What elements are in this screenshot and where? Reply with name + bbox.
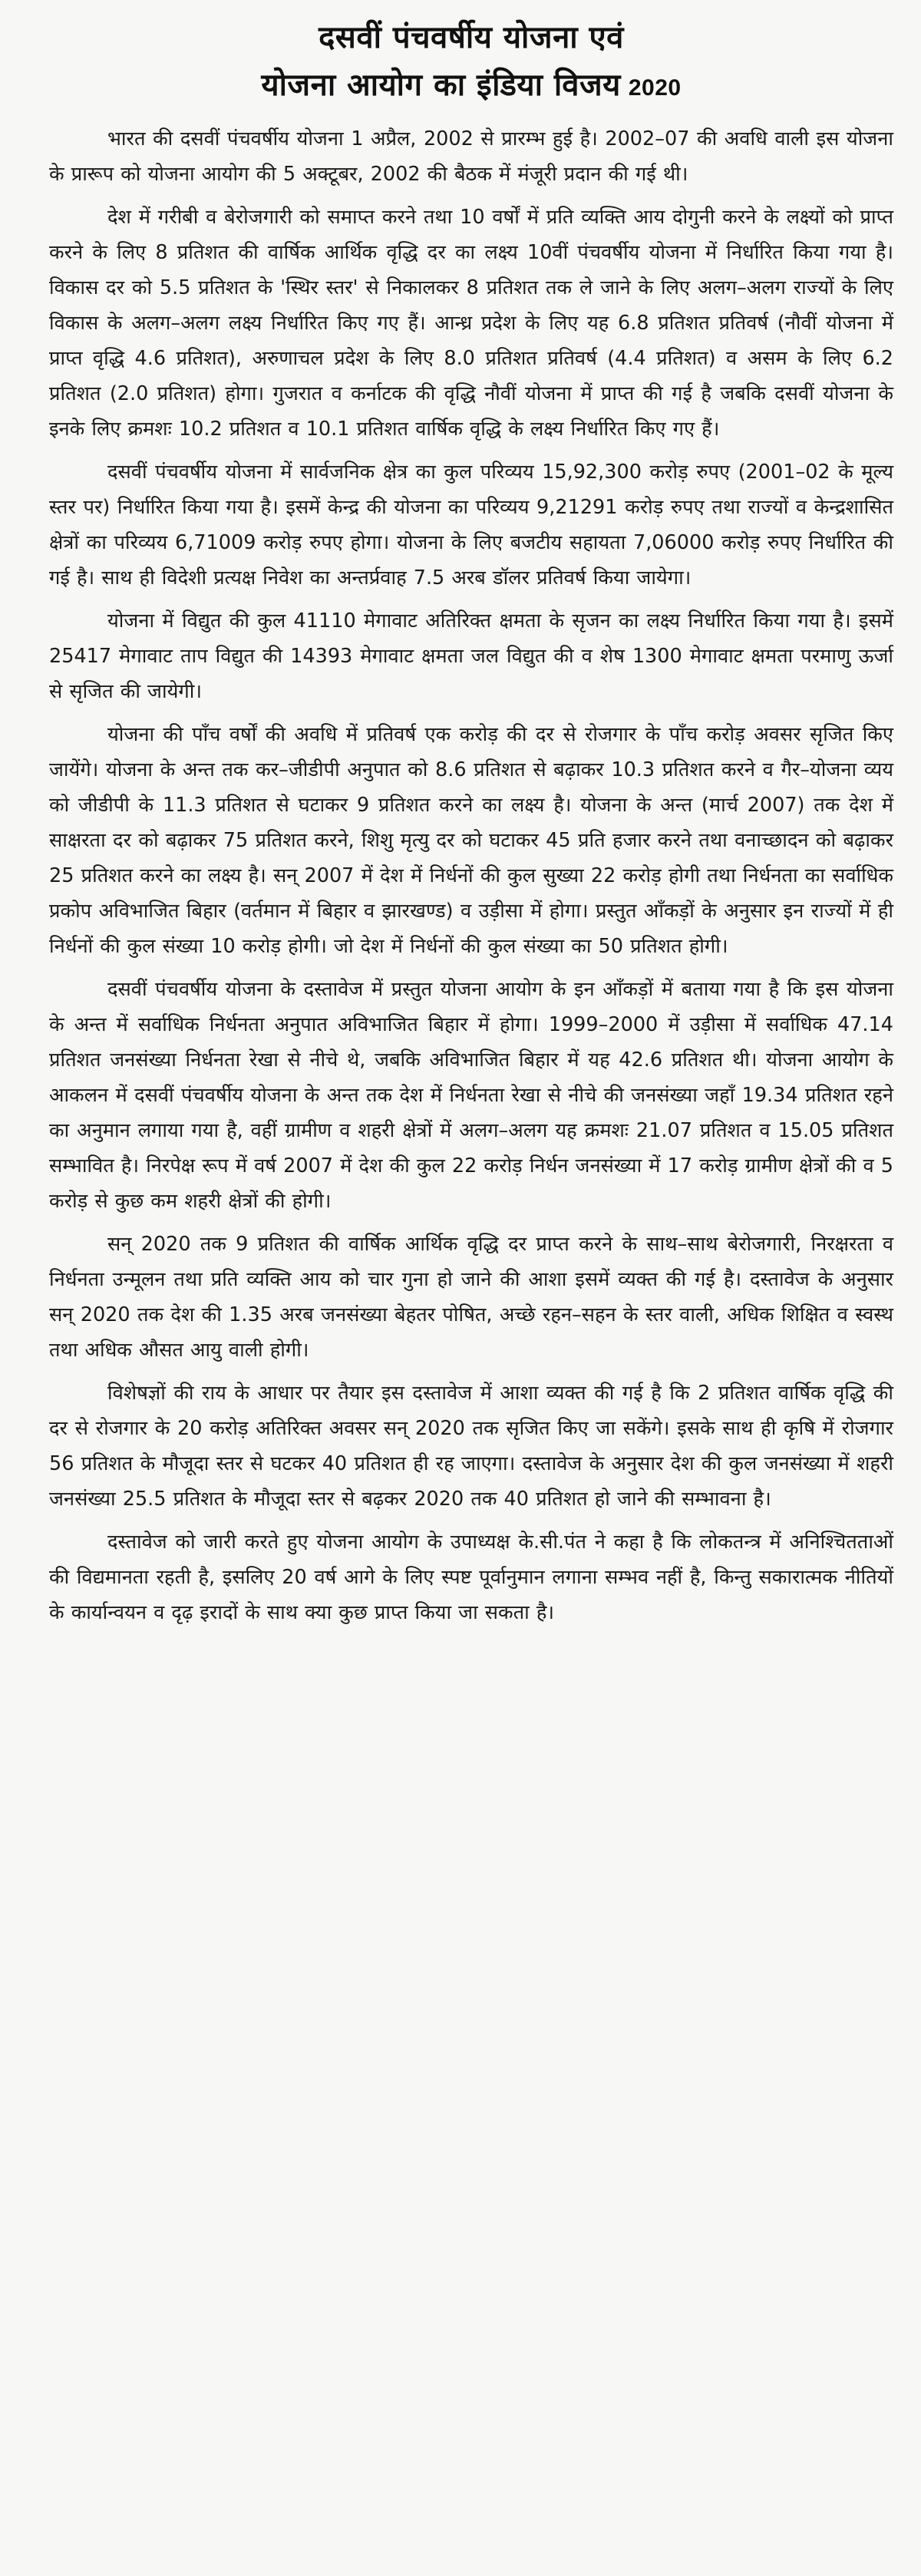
paragraph-vision-2020: सन् 2020 तक 9 प्रतिशत की वार्षिक आर्थिक वृद्धि दर प्राप्त करने के साथ–साथ बेरोजगारी, निरक्षरता व निर्धनता उन्मूलन तथा प्रति व्यक्ति आय को चार गुना हो जाने की आशा इसमें व्यक्त की गई है। दस्तावेज के अनुसार सन् 2020 तक देश की 1.35 अरब जनसंख्या बेहतर पोषित, अच्छे रहन–सहन के स्तर वाली, अधिक शिक्षित व स्वस्थ तथा अधिक औसत आयु वाली होगी। (49, 1233, 893, 1362)
title-line-2-text: योजना आयोग का इंडिया विजय (261, 68, 621, 103)
paragraph-plan-start: भारत की दसवीं पंचवर्षीय योजना 1 अप्रैल, 2002 से प्रारम्भ हुई है। 2002–07 की अवधि वाली इस योजना के प्रारूप को योजना आयोग की 5 अक्टूबर, 2002 की बैठक में मंजूरी प्रदान की गई थी। (49, 127, 893, 186)
title-line-2 (49, 61, 893, 112)
paragraph-poverty-estimates: दसवीं पंचवर्षीय योजना के दस्तावेज में प्रस्तुत योजना आयोग के इन आँकड़ों में बताया गया है कि इस योजना के अन्त में सर्वाधिक निर्धनता अनुपात अविभाजित बिहार में होगा। 1999–2000 में उड़ीसा में सर्वाधिक 47.14 प्रतिशत जनसंख्या निर्धनता रेखा से नीचे थे, जबकि अविभाजित बिहार में यह 42.6 प्रतिशत थी। योजना आयोग के आकलन में दसवीं पंचवर्षीय योजना के अन्त तक देश में निर्धनता रेखा से नीचे की जनसंख्या जहाँ 19.34 प्रतिशत रहने का अनुमान लगाया गया है, वहीं ग्रामीण व शहरी क्षेत्रों में अलग–अलग यह क्रमशः 21.07 प्रतिशत व 15.05 प्रतिशत सम्भावित है। निरपेक्ष रूप में वर्ष 2007 में देश की कुल 22 करोड़ निर्धन जनसंख्या में 17 करोड़ ग्रामीण क्षेत्रों की व 5 करोड़ से कुछ कम शहरी क्षेत्रों की होगी। (49, 978, 893, 1213)
paragraph-expert-opinion: विशेषज्ञों की राय के आधार पर तैयार इस दस्तावेज में आशा व्यक्त की गई है कि 2 प्रतिशत वार्षिक वृद्धि की दर से रोजगार के 20 करोड़ अतिरिक्त अवसर सन् 2020 तक सृजित किए जा सकेंगे। इसके साथ ही कृषि में रोजगार 56 प्रतिशत के मौजूदा स्तर से घटकर 40 प्रतिशत ही रह जाएगा। दस्तावेज के अनुसार देश की कुल जनसंख्या में शहरी जनसंख्या 25.5 प्रतिशत के मौजूदा स्तर से बढ़कर 2020 तक 40 प्रतिशत हो जाने की सम्भावना है। (49, 1382, 893, 1511)
title-year: 2020 (628, 75, 682, 101)
title-line-1: दसवीं पंचवर्षीय योजना एवं (319, 20, 624, 55)
paragraph-growth-targets: देश में गरीबी व बेरोजगारी को समाप्त करने तथा 10 वर्षों में प्रति व्यक्ति आय दोगुनी करने के लक्ष्यों को प्राप्त करने के लिए 8 प्रतिशत की वार्षिक आर्थिक वृद्धि दर का लक्ष्य 10वीं पंचवर्षीय योजना में निर्धारित किया गया है। विकास दर को 5.5 प्रतिशत के 'स्थिर स्तर' से निकालकर 8 प्रतिशत तक ले जाने के लिए अलग–अलग राज्यों के लिए विकास के अलग–अलग लक्ष्य निर्धारित किए गए हैं। आन्ध्र प्रदेश के लिए यह 6.8 प्रतिशत प्रतिवर्ष (नौवीं योजना में प्राप्त वृद्धि 4.6 प्रतिशत), अरुणाचल प्रदेश के लिए 8.0 प्रतिशत प्रतिवर्ष (4.4 प्रतिशत) व असम के लिए 6.2 प्रतिशत (2.0 प्रतिशत) होगा। गुजरात व कर्नाटक की वृद्धि नौवीं योजना में प्राप्त की गई है जबकि दसवीं योजना के इनके लिए क्रमशः 10.2 प्रतिशत व 10.1 प्रतिशत वार्षिक वृद्धि के लक्ष्य निर्धारित किए गए हैं। (49, 206, 893, 441)
paragraph-kc-pant-statement: दस्तावेज को जारी करते हुए योजना आयोग के उपाध्यक्ष के.सी.पंत ने कहा है कि लोकतन्त्र में अनिश्चितताओं की विद्यमानता रहती है, इसलिए 20 वर्ष आगे के लिए स्पष्ट पूर्वानुमान लगाना सम्भव नहीं है, किन्तु सकारात्मक नीतियों के कार्यान्वयन व दृढ़ इरादों के साथ क्या कुछ प्राप्त किया जा सकता है। (49, 1531, 893, 1624)
paragraph-employment-targets: योजना की पाँच वर्षों की अवधि में प्रतिवर्ष एक करोड़ की दर से रोजगार के पाँच करोड़ अवसर सृजित किए जायेंगे। योजना के अन्त तक कर–जीडीपी अनुपात को 8.6 प्रतिशत से बढ़ाकर 10.3 प्रतिशत करने व गैर–योजना व्यय को जीडीपी के 11.3 प्रतिशत से घटाकर 9 प्रतिशत करने का लक्ष्य है। योजना के अन्त (मार्च 2007) तक देश में साक्षरता दर को बढ़ाकर 75 प्रतिशत करने, शिशु मृत्यु दर को घटाकर 45 प्रति हजार करने तथा वनाच्छादन को बढ़ाकर 25 प्रतिशत करने का लक्ष्य है। सन् 2007 में देश में निर्धनों की कुल सुख्या 22 करोड़ होगी तथा निर्धनता का सर्वाधिक प्रकोप अविभाजित बिहार (वर्तमान में बिहार व झारखण्ड) व उड़ीसा में होगा। प्रस्तुत आँकड़ों के अनुसार इन राज्यों में ही निर्धनों की कुल संख्या 10 करोड़ होगी। जो देश में निर्धनों की कुल संख्या का 50 प्रतिशत होगी। (49, 723, 893, 958)
article-title (49, 14, 893, 112)
paragraph-power-capacity: योजना में विद्युत की कुल 41110 मेगावाट अतिरिक्त क्षमता के सृजन का लक्ष्य निर्धारित किया गया है। इसमें 25417 मेगावाट ताप विद्युत की 14393 मेगावाट क्षमता जल विद्युत की व शेष 1300 मेगावाट क्षमता परमाणु ऊर्जा से सृजित की जायेगी। (49, 609, 893, 703)
paragraph-public-outlay: दसवीं पंचवर्षीय योजना में सार्वजनिक क्षेत्र का कुल परिव्यय 15,92,300 करोड़ रुपए (2001–02 के मूल्य स्तर पर) निर्धारित किया गया है। इसमें केन्द्र की योजना का परिव्यय 9,21291 करोड़ रुपए तथा राज्यों व केन्द्रशासित क्षेत्रों का परिव्यय 6,71009 करोड़ रुपए होगा। योजना के लिए बजटीय सहायता 7,06000 करोड़ रुपए निर्धारित की गई है। साथ ही विदेशी प्रत्यक्ष निवेश का अन्तर्प्रवाह 7.5 अरब डॉलर प्रतिवर्ष किया जायेगा। (49, 461, 893, 590)
